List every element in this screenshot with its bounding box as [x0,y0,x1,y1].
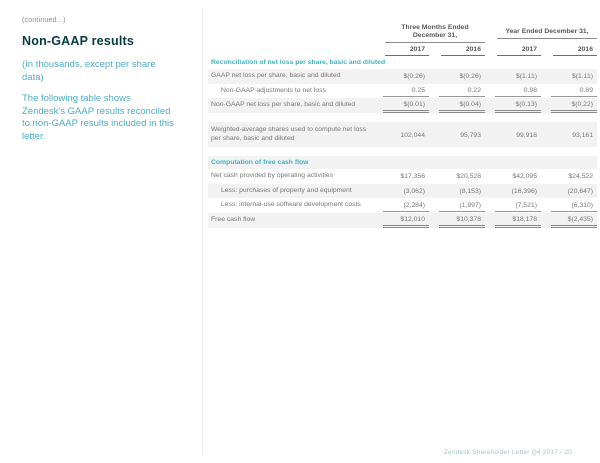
table-row [208,213,597,228]
table-header-years [208,43,597,56]
year-column-header: 2017 [497,43,541,56]
year-column-header: 2017 [385,43,429,56]
cell-value: 0.89 [551,84,597,97]
row-label: Free cash flow [208,213,373,228]
cell-value: $12,010 [383,213,429,228]
page-title: Non-GAAP results [22,34,135,48]
table-row [208,184,597,199]
sidebar [22,17,184,152]
table-row [208,98,597,113]
cell-value: $18,178 [495,213,541,228]
cell-value: $(0.26) [403,73,425,81]
cell-value: $10,378 [439,213,485,228]
cell-value: (3,062) [403,187,425,195]
row-label: Non-GAAP adjustments to net loss [221,86,326,94]
section-row-reconciliation [208,56,597,69]
row-label: GAAP net loss per share, basic and diluted [208,69,373,84]
continued-label: (continued...) [22,17,66,24]
cell-value: $17,356 [400,173,425,181]
cell-value: (20,647) [567,187,593,195]
section-label: Reconciliation of net loss per share, basic and diluted [211,59,386,66]
cell-value: (2,284) [383,199,429,212]
year-column-header: 2016 [553,43,597,56]
cell-value: (16,396) [511,187,537,195]
cell-value: $(1.11) [515,73,537,81]
cell-value: 0.25 [383,84,429,97]
cell-value: (6,310) [551,199,597,212]
cell-value: $(1.11) [571,73,593,81]
page-footer: Zendesk Shareholder Letter Q4 2017 - 20 [443,449,572,456]
cell-value: (8,153) [459,187,481,195]
intro-paragraph: The following table shows Zendesk's GAAP results reconciled to non-GAAP results included in this letter. [22,93,174,142]
cell-value: $(2,435) [551,213,597,228]
table-header-groups [208,24,597,43]
cell-value: (1,997) [439,199,485,212]
row-label: Non-GAAP net loss per share, basic and diluted [208,98,373,113]
cell-value: 95,793 [460,131,481,139]
cell-value: (7,521) [495,199,541,212]
cell-value: 93,161 [572,131,593,139]
table-row [208,84,597,99]
row-label: Less: purchases of property and equipment [208,184,373,199]
table-row [208,122,597,147]
cell-value: 0.98 [495,84,541,97]
column-group-year-ended: Year Ended December 31, [497,28,597,39]
row-label: Weighted-average shares used to compute net loss per share, basic and diluted [208,122,373,147]
table-row [208,169,597,184]
cell-value: 102,044 [400,131,425,139]
cell-value: $20,528 [456,173,481,181]
cell-value: $(0.13) [495,98,541,113]
table-row [208,198,597,213]
spacer-row [208,113,597,122]
cell-value: $(0.04) [439,98,485,113]
cell-value: 0.22 [439,84,485,97]
cell-value: $(0.26) [459,73,481,81]
cell-value: $42,095 [512,173,537,181]
cell-value: $(0.22) [551,98,597,113]
table-area [208,24,597,228]
table-row [208,69,597,84]
year-column-header: 2016 [441,43,485,56]
section-row-free-cash-flow [208,156,597,169]
units-note: (In thousands, except per share data) [22,59,156,83]
sidebar-divider [202,8,203,454]
cell-value: $24,522 [568,173,593,181]
section-label: Computation of free cash flow [208,156,597,169]
row-label: Net cash provided by operating activities [211,172,334,179]
reconciliation-table [208,24,597,228]
column-group-three-months: Three Months Ended December 31, [385,24,485,43]
spacer-row [208,147,597,156]
cell-value: $(0.01) [383,98,429,113]
cell-value: 99,918 [516,131,537,139]
row-label: Less: internal-use software development costs [221,201,361,208]
